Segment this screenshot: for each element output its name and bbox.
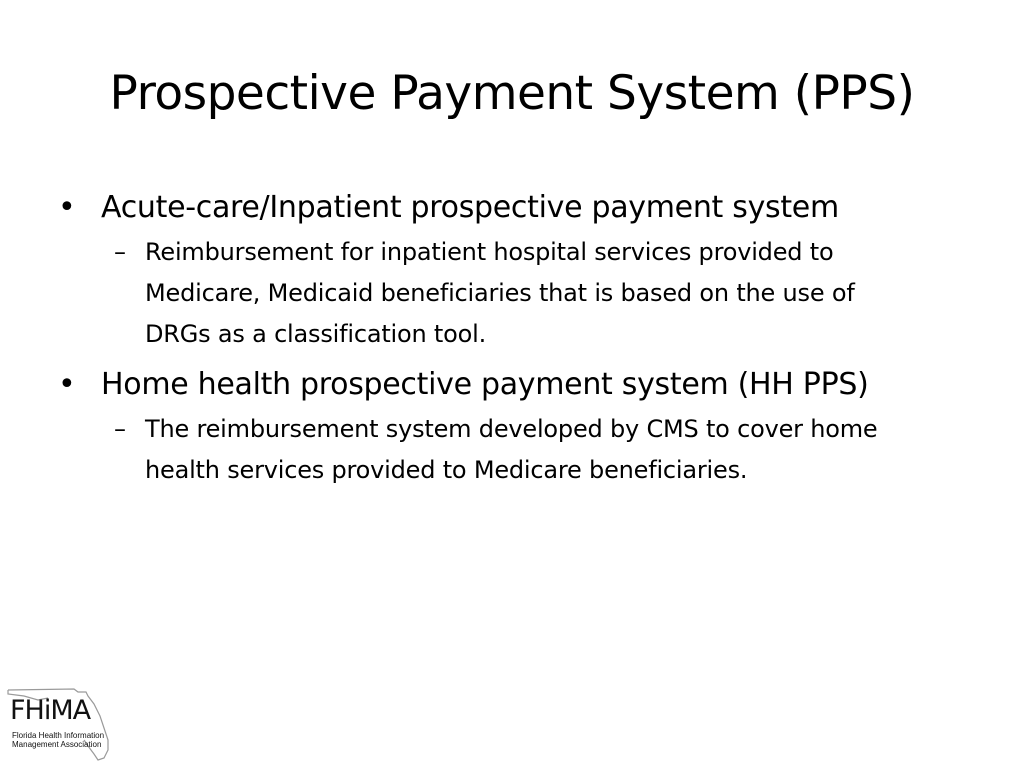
sub-bullet-text: The reimbursement system developed by CMS to cover home health services provided to Medicare beneficiaries. [145,415,878,484]
sub-bullet-text: Reimbursement for inpatient hospital services provided to Medicare, Medicaid beneficiaries that is based on the use of DRGs as a classification tool. [145,238,855,348]
bullet-text: Home health prospective payment system (HH PPS) [101,367,869,402]
sub-bullet-marker: – [114,238,126,266]
bullet-item [58,363,978,491]
sub-bullet-marker: – [114,415,126,443]
logo-subtitle-line2: Management Association [12,740,102,749]
sub-bullet-item [101,232,925,355]
fhima-logo [4,684,114,762]
sub-bullet-list [101,232,978,355]
bullet-marker: • [58,367,76,402]
bullet-text: Acute-care/Inpatient prospective payment system [101,190,839,225]
bullet-list [58,186,978,499]
sub-bullet-item [101,409,925,491]
bullet-item [58,186,978,355]
sub-bullet-list [101,409,978,491]
logo-name: FHiMA [10,695,91,726]
bullet-marker: • [58,190,76,225]
slide-title: Prospective Payment System (PPS) [109,66,915,121]
logo-subtitle-line1: Florida Health Information [12,731,105,740]
